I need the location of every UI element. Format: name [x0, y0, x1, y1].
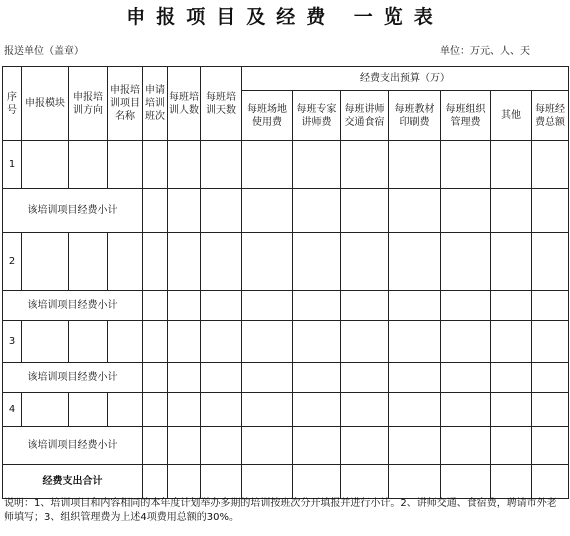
cell-input[interactable] [242, 363, 293, 393]
cell-input[interactable] [341, 321, 389, 363]
cell-input[interactable] [293, 393, 341, 427]
cell-input[interactable] [201, 427, 242, 465]
cell-input[interactable] [293, 427, 341, 465]
cell-input[interactable] [389, 363, 441, 393]
subtotal-row [3, 427, 569, 465]
cell-input[interactable] [143, 141, 168, 189]
cell-input[interactable] [389, 189, 441, 233]
cell-input[interactable] [341, 291, 389, 321]
cell-input[interactable] [532, 363, 569, 393]
cell-input[interactable] [242, 291, 293, 321]
grand-total-row [3, 465, 569, 499]
cell-input[interactable] [441, 465, 491, 499]
cell-input[interactable] [201, 189, 242, 233]
cell-input[interactable] [441, 233, 491, 291]
cell-input[interactable] [491, 189, 532, 233]
cell-input[interactable] [22, 321, 69, 363]
cell-input[interactable] [108, 393, 143, 427]
cell-input[interactable] [341, 393, 389, 427]
cell-input[interactable] [201, 141, 242, 189]
cell-input[interactable] [293, 291, 341, 321]
row-seq: 4 [3, 393, 22, 427]
cell-input[interactable] [22, 393, 69, 427]
header-row-1 [3, 67, 569, 91]
cell-input[interactable] [532, 465, 569, 499]
cell-input[interactable] [143, 465, 168, 499]
cell-input[interactable] [201, 321, 242, 363]
cell-input[interactable] [532, 321, 569, 363]
cell-input[interactable] [441, 189, 491, 233]
cell-input[interactable] [389, 233, 441, 291]
cell-input[interactable] [441, 291, 491, 321]
cell-input[interactable] [69, 393, 108, 427]
cell-input[interactable] [491, 393, 532, 427]
cell-input[interactable] [143, 233, 168, 291]
cell-input[interactable] [491, 291, 532, 321]
cell-input[interactable] [242, 189, 293, 233]
cell-input[interactable] [201, 363, 242, 393]
cell-input[interactable] [491, 141, 532, 189]
subtotal-label: 该培训项目经费小计 [3, 363, 143, 393]
cell-input[interactable] [69, 141, 108, 189]
cell-input[interactable] [441, 141, 491, 189]
cell-input[interactable] [168, 141, 201, 189]
cell-input[interactable] [293, 321, 341, 363]
cell-input[interactable] [242, 321, 293, 363]
cell-input[interactable] [143, 189, 168, 233]
cell-input[interactable] [532, 427, 569, 465]
row-seq: 1 [3, 141, 22, 189]
cell-input[interactable] [389, 427, 441, 465]
cell-input[interactable] [69, 233, 108, 291]
row-seq: 2 [3, 233, 22, 291]
cell-input[interactable] [242, 393, 293, 427]
footnote: 说明：1、培训项目和内容相同的本年度计划举办多期的培训按班次分开填报并进行小计。2、讲师交通、食宿费，聘请市外老师填写；3、组织管理费为上述4项费用总额的30%。 [4, 498, 557, 523]
cell-input[interactable] [532, 233, 569, 291]
cell-input[interactable] [108, 233, 143, 291]
cell-input[interactable] [143, 291, 168, 321]
cell-input[interactable] [242, 465, 293, 499]
table-row [3, 233, 569, 291]
header-total-per-class: 每班经费总额 [532, 91, 569, 141]
cell-input[interactable] [341, 465, 389, 499]
header-seq: 序号 [3, 67, 22, 141]
cell-input[interactable] [441, 393, 491, 427]
cell-input[interactable] [22, 233, 69, 291]
cell-input[interactable] [242, 427, 293, 465]
header-materials-fee: 每班教材印刷费 [389, 91, 441, 141]
cell-input[interactable] [389, 321, 441, 363]
cell-input[interactable] [168, 233, 201, 291]
table-row [3, 141, 569, 189]
cell-input[interactable] [491, 465, 532, 499]
subtotal-row [3, 291, 569, 321]
subtotal-row [3, 189, 569, 233]
table-row [3, 321, 569, 363]
cell-input[interactable] [108, 141, 143, 189]
grand-total-label: 经费支出合计 [3, 465, 143, 499]
cell-input[interactable] [441, 363, 491, 393]
cell-input[interactable] [389, 291, 441, 321]
header-people: 每班培训人数 [168, 67, 201, 141]
cell-input[interactable] [341, 189, 389, 233]
header-days: 每班培训天数 [201, 67, 242, 141]
cell-input[interactable] [532, 189, 569, 233]
subtotal-label: 该培训项目经费小计 [3, 291, 143, 321]
subtotal-label: 该培训项目经费小计 [3, 189, 143, 233]
cell-input[interactable] [293, 141, 341, 189]
cell-input[interactable] [168, 291, 201, 321]
header-module: 申报模块 [22, 67, 69, 141]
cell-input[interactable] [143, 427, 168, 465]
cell-input[interactable] [389, 141, 441, 189]
cell-input[interactable] [389, 465, 441, 499]
header-other: 其他 [491, 91, 532, 141]
cell-input[interactable] [201, 393, 242, 427]
cell-input[interactable] [532, 141, 569, 189]
header-budget-group: 经费支出预算（万） [242, 67, 569, 91]
cell-input[interactable] [491, 233, 532, 291]
row-seq: 3 [3, 321, 22, 363]
cell-input[interactable] [341, 141, 389, 189]
cell-input[interactable] [168, 465, 201, 499]
cell-input[interactable] [201, 291, 242, 321]
cell-input[interactable] [143, 321, 168, 363]
header-direction: 申报培训方向 [69, 67, 108, 141]
cell-input[interactable] [441, 427, 491, 465]
header-project-name: 申报培训项目名称 [108, 67, 143, 141]
cell-input[interactable] [491, 321, 532, 363]
cell-input[interactable] [491, 363, 532, 393]
reporting-unit-label: 报送单位（盖章） [4, 46, 84, 57]
header-travel-lodging: 每班讲师交通食宿 [341, 91, 389, 141]
cell-input[interactable] [22, 141, 69, 189]
unit-of-measure-label: 单位：万元、人、天 [440, 46, 530, 57]
budget-table [2, 66, 569, 499]
cell-input[interactable] [201, 233, 242, 291]
subtotal-label: 该培训项目经费小计 [3, 427, 143, 465]
header-venue-fee: 每班场地使用费 [242, 91, 293, 141]
header-management-fee: 每班组织管理费 [441, 91, 491, 141]
subtotal-row [3, 363, 569, 393]
cell-input[interactable] [168, 363, 201, 393]
cell-input[interactable] [108, 321, 143, 363]
cell-input[interactable] [293, 233, 341, 291]
table-row [3, 393, 569, 427]
header-classes: 申请培训班次 [143, 67, 168, 141]
cell-input[interactable] [341, 233, 389, 291]
cell-input[interactable] [168, 189, 201, 233]
cell-input[interactable] [441, 321, 491, 363]
cell-input[interactable] [143, 393, 168, 427]
cell-input[interactable] [168, 321, 201, 363]
cell-input[interactable] [293, 465, 341, 499]
cell-input[interactable] [341, 427, 389, 465]
cell-input[interactable] [201, 465, 242, 499]
cell-input[interactable] [242, 233, 293, 291]
cell-input[interactable] [242, 141, 293, 189]
cell-input[interactable] [532, 393, 569, 427]
cell-input[interactable] [293, 363, 341, 393]
cell-input[interactable] [532, 291, 569, 321]
cell-input[interactable] [341, 363, 389, 393]
cell-input[interactable] [293, 189, 341, 233]
cell-input[interactable] [491, 427, 532, 465]
cell-input[interactable] [389, 393, 441, 427]
cell-input[interactable] [143, 363, 168, 393]
cell-input[interactable] [168, 427, 201, 465]
cell-input[interactable] [69, 321, 108, 363]
header-expert-fee: 每班专家讲师费 [293, 91, 341, 141]
page-title: 申报项目及经费 一览表 [126, 6, 444, 28]
cell-input[interactable] [168, 393, 201, 427]
